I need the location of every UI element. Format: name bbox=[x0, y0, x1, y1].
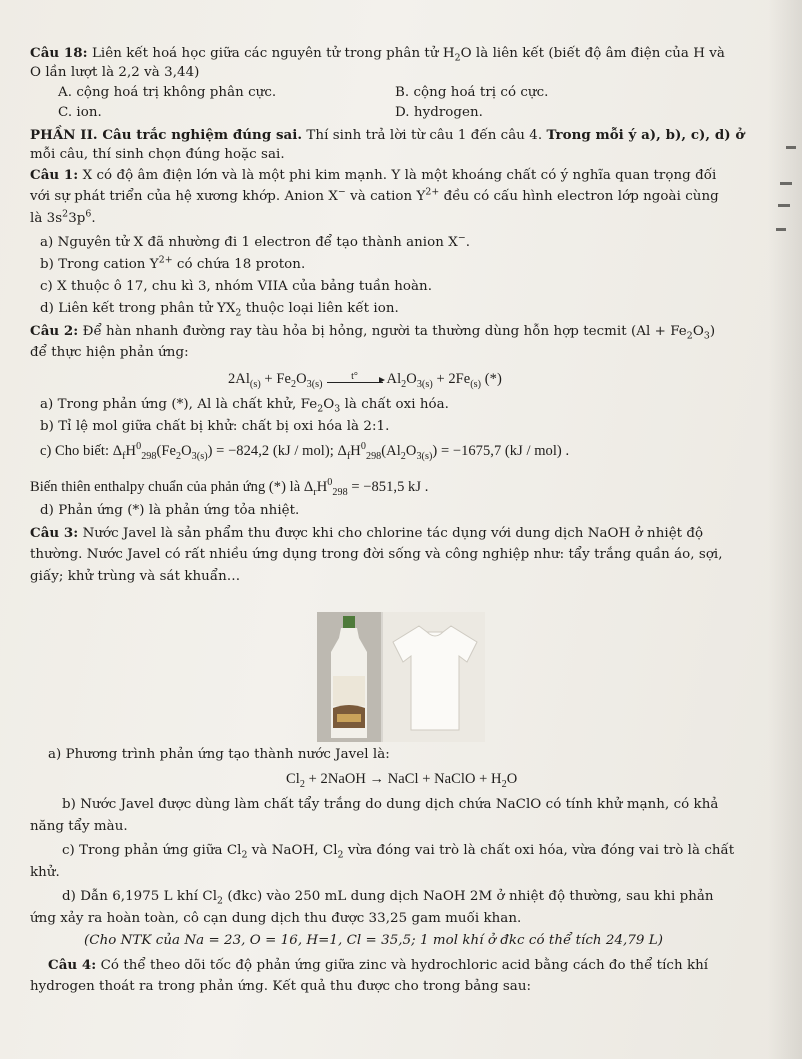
q18-line-2: O lần lượt là 2,2 và 3,44) bbox=[30, 65, 200, 80]
c2-label: Câu 2: bbox=[30, 323, 79, 339]
c2-statement-a: a) Trong phản ứng (*), Al là chất khử, $Fe_2O_3$ là chất oxi hóa. bbox=[40, 397, 449, 415]
c3-statement-d-line-2: ứng xảy ra hoàn toàn, cô cạn dung dịch thu được 33,25 gam muối khan. bbox=[30, 911, 522, 926]
c1-line-2: với sự phát triển của hệ xương khớp. Anion X− và cation $Y^{2+}$ đều có cấu hình electron lớp ngoài cùng bbox=[30, 186, 719, 204]
c1-label: Câu 1: bbox=[30, 167, 79, 183]
page-edge-shadow bbox=[768, 0, 802, 1059]
q18-line-1: Câu 18: Liên kết hoá học giữa các nguyên tử trong phân tử $H_2O$ là liên kết (biết độ âm điện của H và bbox=[30, 45, 725, 64]
bottle-photo bbox=[317, 612, 381, 742]
c2-line-2: để thực hiện phản ứng: bbox=[30, 345, 189, 360]
c1-statement-d: d) Liên kết trong phân tử $YX_2$ thuộc loại liên kết ion. bbox=[40, 301, 399, 319]
c3-label: Câu 3: bbox=[30, 525, 79, 541]
part2-heading-line: PHẦN II. Câu trắc nghiệm đúng sai. Thí sinh trả lời từ câu 1 đến câu 4. Trong mỗi ý a), b), c), d) ở bbox=[30, 127, 745, 143]
edge-mark bbox=[776, 228, 786, 231]
c3-statement-b-line-2: năng tẩy màu. bbox=[30, 819, 128, 834]
c1-statement-a: a) Nguyên tử X đã nhường đi 1 electron để tạo thành anion X−. bbox=[40, 232, 471, 250]
shirt-photo bbox=[383, 612, 485, 742]
c2-statement-c: c) Cho biết: $\Delta_fH^0_{298}(Fe_2O_{3(s)}) = -824,2$ (kJ / mol); $\Delta_fH^0_{298}(Al_2O_{3(s)}) = -1675,7$ (kJ / mol) . bbox=[40, 441, 570, 462]
c3-statement-c-line-2: khử. bbox=[30, 865, 60, 880]
c3-statement-a: a) Phương trình phản ứng tạo thành nước Javel là: bbox=[48, 747, 390, 762]
c1-statement-b: b) Trong cation $Y^{2+}$ có chứa 18 proton. bbox=[40, 254, 306, 272]
white-shirt-image bbox=[391, 622, 479, 734]
c2-statement-d: d) Phản ứng (*) là phản ứng tỏa nhiệt. bbox=[40, 503, 300, 518]
javel-photo bbox=[317, 612, 485, 742]
bleach-bottle-image bbox=[327, 616, 371, 740]
c3-statement-b-line-1: b) Nước Javel được dùng làm chất tẩy trắng do dung dịch chứa NaClO có tính khử mạnh, có khả bbox=[62, 797, 719, 812]
q18-option-d: D. hydrogen. bbox=[395, 105, 483, 120]
c1-statement-c: c) X thuộc ô 17, chu kì 3, nhóm VIIA của bảng tuần hoàn. bbox=[40, 279, 433, 294]
c2-line-1: Câu 2: Để hàn nhanh đường ray tàu hỏa bị hỏng, người ta thường dùng hỗn hợp tecmit $(Al + Fe_2O_3)$ bbox=[30, 323, 716, 342]
c4-label: Câu 4: bbox=[48, 957, 97, 973]
c1-line-3: là $3s^23p^6$. bbox=[30, 208, 96, 226]
c3-javel-equation: $Cl_2$ + 2NaOH → NaCl + NaClO + $H_2O$ bbox=[286, 771, 518, 790]
c3-statement-d-line-1: d) Dẫn 6,1975 L khí $Cl_2$ (đkc) vào 250 mL dung dịch NaOH 2M ở nhiệt độ thường, sau khi phản bbox=[62, 889, 714, 907]
c2-enthalpy-line: Biến thiên enthalpy chuẩn của phản ứng (*) là $\Delta_rH^0_{298} = -851,5$ kJ . bbox=[30, 477, 429, 498]
reaction-arrow: t° bbox=[327, 372, 383, 383]
edge-mark bbox=[780, 182, 792, 185]
c3-line-2: thường. Nước Javel có rất nhiều ứng dụng trong đời sống và công nghiệp như: tẩy trắng quần áo, sợi, bbox=[30, 547, 723, 562]
edge-mark bbox=[786, 146, 796, 149]
part2-heading: PHẦN II. Câu trắc nghiệm đúng sai. bbox=[30, 127, 303, 143]
c1-line-1: Câu 1: X có độ âm điện lớn và là một phi kim mạnh. Y là một khoáng chất có ý nghĩa quan trọng đối bbox=[30, 167, 717, 183]
q18-label: Câu 18: bbox=[30, 45, 88, 61]
q18-option-a: A. cộng hoá trị không phân cực. bbox=[58, 85, 277, 100]
edge-mark bbox=[778, 204, 790, 207]
q18-option-c: C. ion. bbox=[58, 105, 102, 120]
c3-statement-c-line-1: c) Trong phản ứng giữa $Cl_2$ và NaOH, $Cl_2$ vừa đóng vai trò là chất oxi hóa, vừa đóng vai trò là chất bbox=[62, 843, 735, 861]
q18-option-b: B. cộng hoá trị có cực. bbox=[395, 85, 549, 100]
c2-thermite-equation: $2Al_{(s)} + Fe_2O_{3(s)}t^\circ$ $Al_2O_{3(s)} + 2Fe_{(s)}$ (*) bbox=[228, 371, 502, 390]
part2-intro-2: mỗi câu, thí sinh chọn đúng hoặc sai. bbox=[30, 147, 285, 162]
c3-line-1: Câu 3: Nước Javel là sản phẩm thu được khi cho chlorine tác dụng với dung dịch NaOH ở nhiệt độ bbox=[30, 525, 704, 541]
c4-line-1: Câu 4: Có thể theo dõi tốc độ phản ứng giữa zinc và hydrochloric acid bằng cách đo thể tích khí bbox=[48, 957, 709, 973]
c2-statement-b: b) Tỉ lệ mol giữa chất bị khử: chất bị oxi hóa là 2:1. bbox=[40, 419, 390, 434]
c3-line-3: giấy; khử trùng và sát khuẩn… bbox=[30, 569, 241, 584]
c4-line-2: hydrogen thoát ra trong phản ứng. Kết quả thu được cho trong bảng sau: bbox=[30, 979, 532, 994]
c3-atomic-mass-note: (Cho NTK của Na = 23, O = 16, H=1, Cl = 35,5; 1 mol khí ở đkc có thể tích 24,79 L) bbox=[84, 933, 663, 948]
